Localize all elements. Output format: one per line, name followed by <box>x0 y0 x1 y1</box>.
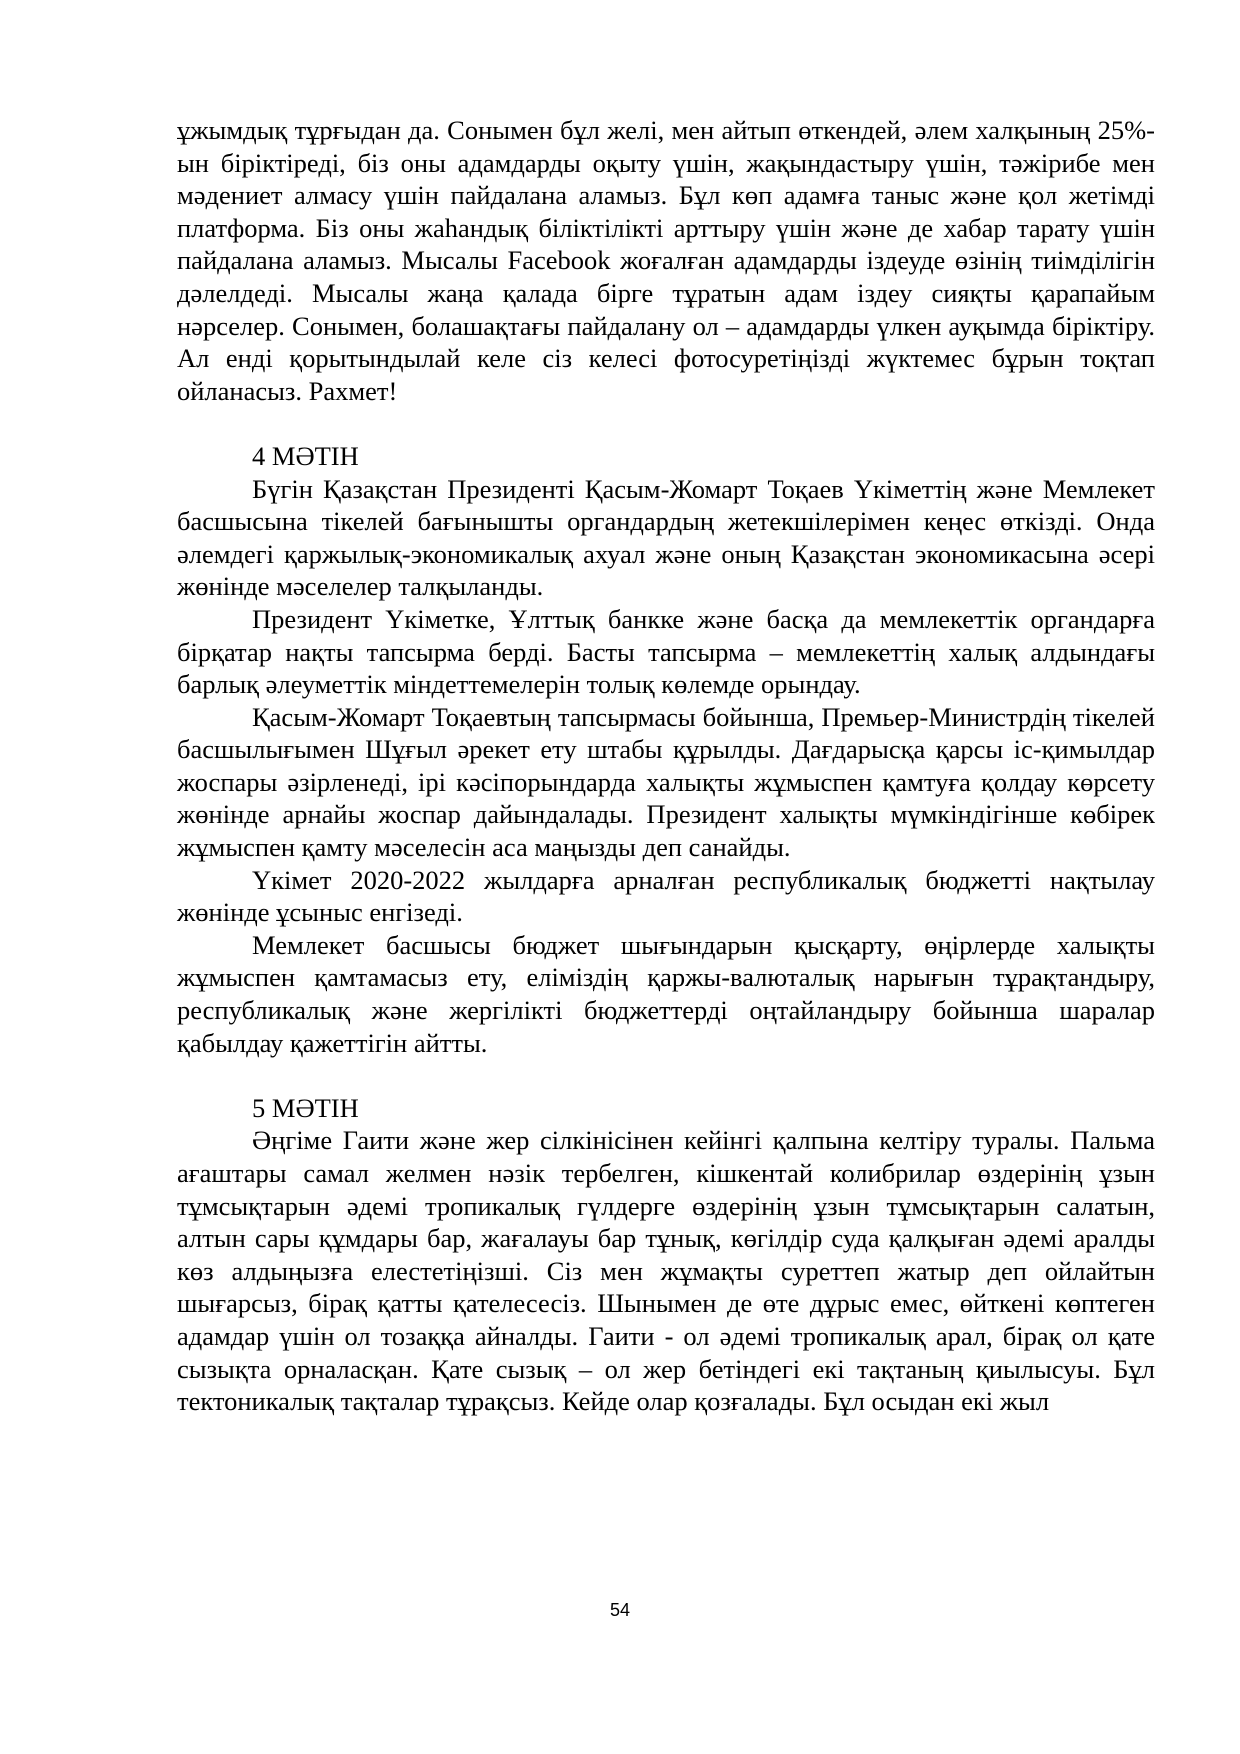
document-body <box>177 114 1155 1418</box>
section-4-paragraph-1: Бүгін Қазақстан Президенті Қасым-Жомарт Тоқаев Үкіметтің және Мемлекет басшысына тікелей бағынышты органдардың жетекшілерімен кеңес өткізді. Онда әлемдегі қаржылық-экономикалық ахуал және оның Қазақстан экономикасына әсері жөнінде мәселелер талқыланды. <box>177 473 1155 602</box>
section-spacer <box>177 1059 1155 1092</box>
section-4-paragraph-2: Президент Үкіметке, Ұлттық банкке және басқа да мемлекеттік органдарға бірқатар нақты тапсырма берді. Басты тапсырма – мемлекеттің халық алдындағы барлық әлеуметтік міндеттемелерін толық көлемде орындау. <box>177 603 1155 700</box>
section-4-paragraph-4: Үкімет 2020-2022 жылдарға арналған республикалық бюджетті нақтылау жөнінде ұсыныс енгізеді. <box>177 864 1155 928</box>
page-number: 54 <box>609 1600 631 1620</box>
section-4-heading: 4 МӘТІН <box>252 440 359 471</box>
section-5-heading: 5 МӘТІН <box>252 1092 359 1123</box>
section-4-paragraph-5: Мемлекет басшысы бюджет шығындарын қысқарту, өңірлерде халықты жұмыспен қамтамасыз ету, еліміздің қаржы-валюталық нарығын тұрақтандыру, республикалық және жергілікті бюджеттерді оңтайландыру бойынша шаралар қабылдау қажеттігін айтты. <box>177 929 1155 1058</box>
section-5-paragraph-1: Әңгіме Гаити және жер сілкінісінен кейінгі қалпына келтіру туралы. Пальма ағаштары самал желмен нәзік тербелген, кішкентай колибрилар өздерінің ұзын тұмсықтарын әдемі тропикалық гүлдерге өздерінің ұзын тұмсықтарын салатын, алтын сары құмдары бар, жағалауы бар тұнық, көгілдір суда қалқыған әдемі аралды көз алдыңызға елестетіңізші. Сіз мен жұмақты суреттеп жатыр деп ойлайтын шығарсыз, бірақ қатты қателесесіз. Шынымен де өте дұрыс емес, өйткені көптеген адамдар үшін ол тозаққа айналды. Гаити - ол әдемі тропикалық арал, бірақ ол қате сызықта орналасқан. Қате сызық – ол жер бетіндегі екі тақтаның қиылысуы. Бұл тектоникалық тақталар тұрақсыз. Кейде олар қозғалады. Бұл осыдан екі жыл <box>177 1125 1155 1417</box>
section-spacer <box>177 407 1155 440</box>
section-4-paragraph-3: Қасым-Жомарт Тоқаевтың тапсырмасы бойынша, Премьер-Министрдің тікелей басшылығымен Шұғыл әрекет ету штабы құрылды. Дағдарысқа қарсы іс-қимылдар жоспары әзірленеді, ірі кәсіпорындарда халықты жұмыспен қамтуға қолдау көрсету жөнінде арнайы жоспар дайындалады. Президент халықты мүмкіндігінше көбірек жұмыспен қамту мәселесін аса маңызды деп санайды. <box>177 701 1155 863</box>
intro-paragraph: ұжымдық тұрғыдан да. Сонымен бұл желі, мен айтып өткендей, әлем халқының 25%-ын біріктіреді, біз оны адамдарды оқыту үшін, жақындастыру үшін, тәжірибе мен мәдениет алмасу үшін пайдалана аламыз. Бұл көп адамға таныс және қол жетімді платформа. Біз оны жаһандық біліктілікті арттыру үшін және де хабар тарату үшін пайдалана аламыз. Мысалы Facebook жоғалған адамдарды іздеуде өзінің тиімділігін дәлелдеді. Мысалы жаңа қалада бірге тұратын адам іздеу сияқты қарапайым нәрселер. Сонымен, болашақтағы пайдалану ол – адамдарды үлкен ауқымда біріктіру. Ал енді қорытындылай келе сіз келесі фотосуретіңізді жүктемес бұрын тоқтап ойланасыз. Рахмет! <box>177 115 1155 406</box>
